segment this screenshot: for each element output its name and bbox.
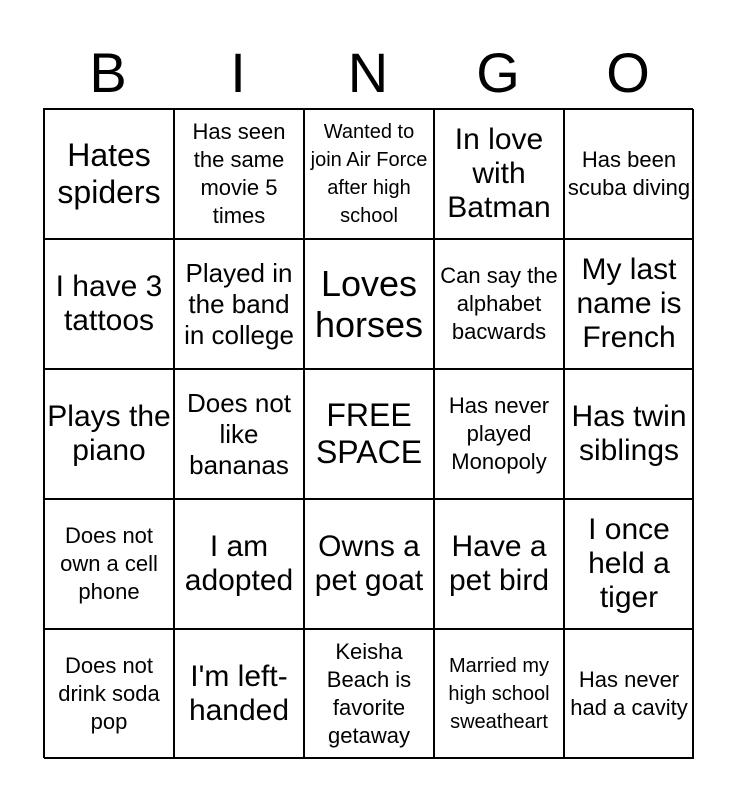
bingo-cell[interactable] — [564, 369, 694, 499]
header-letter-o: O — [606, 41, 650, 104]
cell-text: Owns a pet goat — [314, 530, 424, 597]
cell-text: I once held a tiger — [588, 513, 670, 614]
free-space-cell[interactable] — [304, 369, 434, 499]
bingo-cell[interactable] — [304, 629, 434, 759]
cell-text: FREE SPACE — [315, 397, 423, 470]
bingo-cell[interactable] — [174, 239, 304, 369]
bingo-cell[interactable] — [304, 499, 434, 629]
bingo-cell[interactable] — [434, 239, 564, 369]
bingo-cell[interactable] — [44, 369, 174, 499]
cell-text: Has been scuba diving — [567, 147, 691, 200]
bingo-cell[interactable] — [564, 239, 694, 369]
cell-text: Has never played Monopoly — [448, 393, 550, 474]
cell-text: I have 3 tattoos — [55, 270, 163, 337]
bingo-cell[interactable] — [174, 499, 304, 629]
bingo-cell[interactable] — [44, 499, 174, 629]
bingo-cell[interactable] — [434, 499, 564, 629]
bingo-cell[interactable] — [304, 109, 434, 239]
cell-text: Has twin siblings — [571, 400, 687, 467]
bingo-cell[interactable] — [44, 629, 174, 759]
cell-text: In love with Batman — [447, 123, 551, 224]
cell-text: Does not drink soda pop — [58, 653, 160, 734]
cell-text: I'm left-handed — [188, 660, 290, 727]
cell-text: I am adopted — [184, 530, 294, 597]
bingo-cell[interactable] — [44, 109, 174, 239]
bingo-cell[interactable] — [174, 109, 304, 239]
cell-text: My last name is French — [576, 253, 682, 354]
cell-text: Does not own a cell phone — [60, 523, 158, 604]
cell-text: Has never had a cavity — [570, 667, 688, 720]
cell-text: Have a pet bird — [448, 530, 550, 597]
cell-text: Wanted to join Air Force after high school — [310, 121, 428, 227]
cell-text: Loves horses — [314, 263, 424, 345]
cell-text: Has seen the same movie 5 times — [192, 119, 286, 228]
bingo-cell[interactable] — [564, 629, 694, 759]
cell-text: Played in the band in college — [184, 257, 294, 350]
cell-text: Keisha Beach is favorite getaway — [326, 639, 412, 748]
bingo-header — [43, 38, 693, 108]
cell-text: Married my high school sweatheart — [448, 655, 550, 733]
header-letter-b: B — [89, 41, 127, 104]
bingo-cell[interactable] — [304, 239, 434, 369]
bingo-cell[interactable] — [174, 369, 304, 499]
cell-text: Does not like bananas — [186, 387, 292, 480]
bingo-cell[interactable] — [434, 369, 564, 499]
header-letter-n: N — [347, 41, 389, 104]
cell-text: Hates spiders — [57, 137, 161, 210]
bingo-cell[interactable] — [44, 239, 174, 369]
bingo-cell[interactable] — [564, 499, 694, 629]
bingo-cell[interactable] — [174, 629, 304, 759]
bingo-cell[interactable] — [434, 629, 564, 759]
cell-text: Can say the alphabet bacwards — [440, 263, 558, 344]
header-letter-i: I — [230, 41, 246, 104]
cell-text: Plays the piano — [47, 400, 171, 467]
bingo-cell[interactable] — [434, 109, 564, 239]
bingo-grid — [43, 108, 693, 758]
bingo-cell[interactable] — [564, 109, 694, 239]
header-letter-g: G — [476, 41, 520, 104]
